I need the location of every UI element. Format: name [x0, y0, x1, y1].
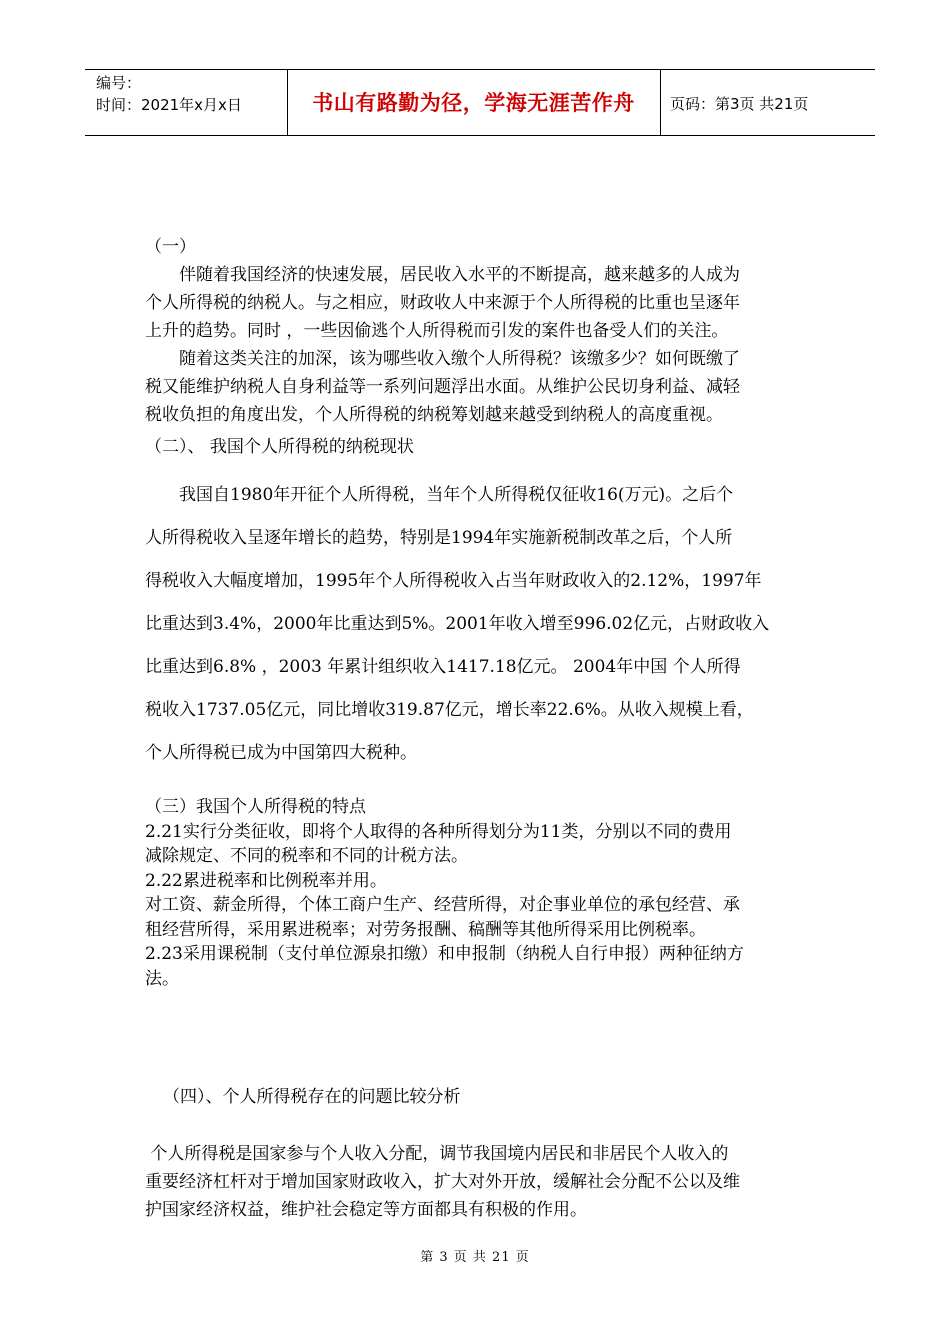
section-4-line: 重要经济杠杆对于增加国家财政收入，扩大对外开放，缓解社会分配不公以及维	[145, 1172, 740, 1192]
page-footer: 第 3 页 共 21 页	[420, 1250, 530, 1265]
section-1-line: 税又能维护纳税人自身利益等一系列问题浮出水面。从维护公民切身利益、减轻	[145, 377, 740, 397]
header-divider-right	[660, 69, 661, 135]
section-2-line: 得税收入大幅度增加，1995年个人所得税收入占当年财政收入的2.12%，1997年	[145, 571, 762, 591]
section-4-heading: （四）、个人所得税存在的问题比较分析	[163, 1087, 461, 1107]
section-2-line: 我国自1980年开征个人所得税，当年个人所得税仅征收16(万元)。之后个	[179, 485, 734, 505]
header-time-label: 时间：2021年x月x日	[96, 96, 242, 114]
section-1-line: 伴随着我国经济的快速发展，居民收入水平的不断提高，越来越多的人成为	[179, 265, 740, 285]
header-bottom-rule	[85, 135, 875, 136]
section-1-line: 个人所得税的纳税人。与之相应，财政收人中来源于个人所得税的比重也呈逐年	[145, 293, 740, 313]
header-motto: 书山有路勤为径，学海无涯苦作舟	[312, 91, 635, 115]
section-3-line: 减除规定、不同的税率和不同的计税方法。	[145, 846, 468, 866]
section-3-line: 2.21实行分类征收，即将个人取得的各种所得划分为11类，分别以不同的费用	[145, 821, 732, 842]
section-1-heading: （一）	[145, 237, 196, 257]
section-3-line: 租经营所得，采用累进税率；对劳务报酬、稿酬等其他所得采用比例税率。	[145, 919, 706, 940]
section-1	[145, 233, 825, 429]
section-2	[145, 474, 825, 775]
header-meta	[96, 72, 242, 116]
header-page-label: 页码：第3页 共21页	[670, 95, 809, 113]
section-3-heading: （三）我国个人所得税的特点	[145, 797, 366, 817]
section-2-line: 比重达到6.8% ，2003 年累计组织收入1417.18亿元。 2004年中国 个人所得	[145, 657, 741, 677]
section-1-line: 随着这类关注的加深，该为哪些收入缴个人所得税？该缴多少？如何既缴了	[179, 349, 740, 369]
section-3	[145, 795, 825, 991]
section-1-line: 上升的趋势。同时 ，一些因偷逃个人所得税而引发的案件也备受人们的关注。	[145, 321, 729, 341]
section-2-line: 个人所得税已成为中国第四大税种。	[145, 743, 417, 763]
header-number-label: 编号：	[96, 74, 142, 92]
section-2-line: 税收入1737.05亿元，同比增收319.87亿元，增长率22.6%。从收入规模上看，	[145, 700, 754, 720]
section-2-line: 比重达到3.4%，2000年比重达到5%。2001年收入增至996.02亿元，占财政收入	[145, 614, 770, 634]
section-3-line: 对工资、薪金所得，个体工商户生产、经营所得，对企事业单位的承包经营、承	[145, 895, 740, 915]
section-4-line: 护国家经济权益，维护社会稳定等方面都具有积极的作用。	[145, 1200, 587, 1220]
header-top-rule	[85, 69, 875, 70]
section-4	[145, 1140, 825, 1224]
section-1-line: 税收负担的角度出发，个人所得税的纳税筹划越来越受到纳税人的高度重视。	[145, 405, 723, 425]
section-4-line: 个人所得税是国家参与个人收入分配，调节我国境内居民和非居民个人收入的	[145, 1144, 729, 1164]
section-2-line: 人所得税收入呈逐年增长的趋势，特别是1994年实施新税制改革之后，个人所	[145, 528, 733, 548]
section-3-line: 2.22累进税率和比例税率并用。	[145, 870, 387, 891]
section-3-line: 2.23采用课税制（支付单位源泉扣缴）和申报制（纳税人自行申报）两种征纳方	[145, 944, 744, 964]
section-2-heading: （二）、 我国个人所得税的纳税现状	[145, 437, 414, 457]
section-3-line: 法。	[145, 968, 179, 989]
